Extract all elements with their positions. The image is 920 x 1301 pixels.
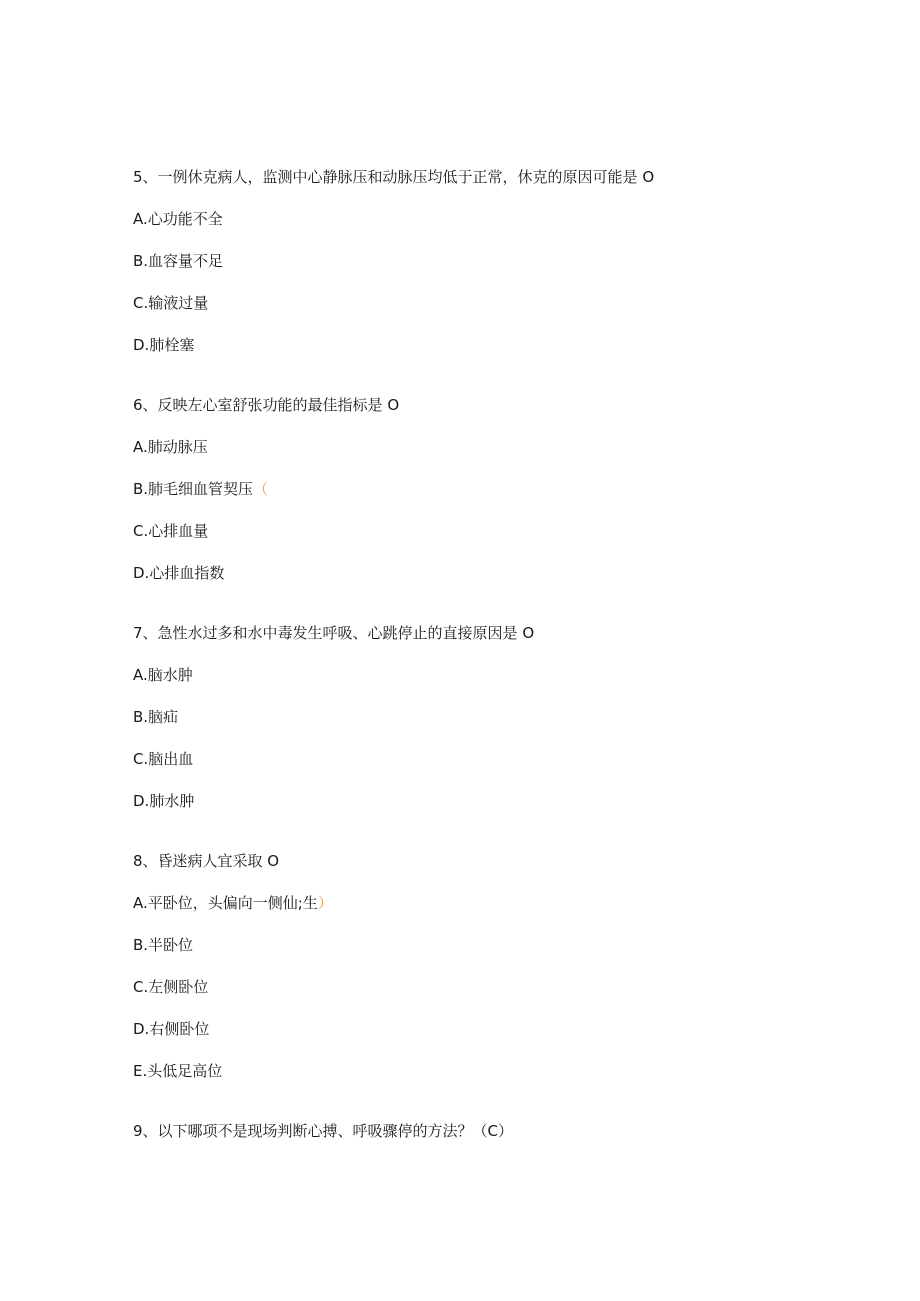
question-7-stem: 7、急性水过多和水中毒发生呼吸、心跳停止的直接原因是 O — [133, 624, 535, 642]
question-7-option-d: D.肺水肿 — [133, 792, 195, 810]
question-8-option-d: D.右侧卧位 — [133, 1020, 210, 1038]
question-7-option-b: B.脑疝 — [133, 708, 179, 726]
question-5-stem: 5、一例休克病人，监测中心静脉压和动脉压均低于正常，休克的原因可能是 O — [133, 168, 655, 186]
question-6-option-a: A.肺动脉压 — [133, 438, 208, 456]
question-8-option-c: C.左侧卧位 — [133, 978, 209, 996]
question-8-option-b: B.半卧位 — [133, 936, 194, 954]
question-6-option-b-text: B.肺毛细血管契压 — [133, 480, 254, 498]
question-8-option-a — [133, 893, 333, 913]
question-6-option-c: C.心排血量 — [133, 522, 209, 540]
question-6-option-b-mark: （ — [253, 480, 269, 498]
question-6-stem: 6、反映左心室舒张功能的最佳指标是 O — [133, 396, 400, 414]
question-8-option-a-text: A.平卧位，头偏向一侧仙;生 — [133, 894, 318, 912]
question-5-option-d: D.肺栓塞 — [133, 336, 195, 354]
question-8-stem: 8、昏迷病人宜采取 O — [133, 852, 280, 870]
question-7-option-c: C.脑出血 — [133, 750, 194, 768]
question-8-option-a-mark: ） — [317, 894, 333, 912]
question-5-option-a: A.心功能不全 — [133, 210, 223, 228]
question-6-option-d: D.心排血指数 — [133, 564, 225, 582]
question-5-option-b: B.血容量不足 — [133, 252, 224, 270]
question-9-stem: 9、以下哪项不是现场判断心搏、呼吸骤停的方法？（C） — [133, 1122, 514, 1140]
question-5-option-c: C.输液过量 — [133, 294, 209, 312]
question-6-option-b — [133, 479, 268, 499]
question-8-option-e: E.头低足高位 — [133, 1062, 223, 1080]
question-7-option-a: A.脑水肿 — [133, 666, 193, 684]
